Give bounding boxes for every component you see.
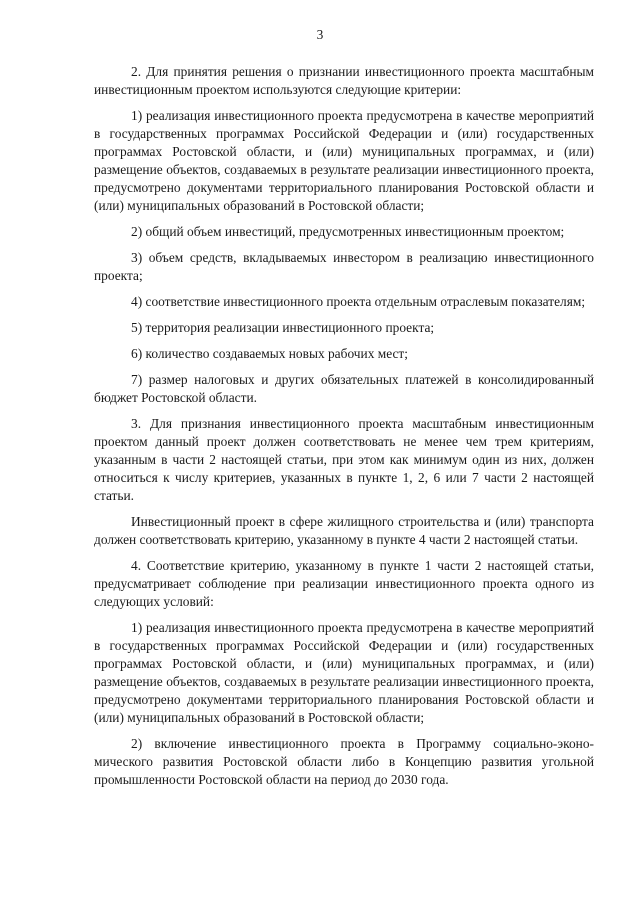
page-number: 3 xyxy=(316,27,324,42)
paragraph-4-intro: 4. Соответствие критерию, указанному в пункте 1 части 2 настоящей статьи, предусматривает соблюдение при реализации инвестиционного проекта одного из следующих условий: xyxy=(94,558,594,609)
criterion-6: 6) количество создаваемых новых рабочих мест; xyxy=(131,346,408,361)
criterion-5: 5) территория реализации инвестиционного проекта; xyxy=(131,320,435,335)
criterion-7: 7) размер налоговых и других обязательных платежей в консолидированный бюджет Ростовской области. xyxy=(94,372,594,405)
criterion-2: 2) общий объем инвестиций, предусмотренных инвестиционным проектом; xyxy=(131,224,565,239)
condition-2: 2) включение инвестиционного проекта в Программу социально-экономического развития Ростовской области либо в Концепцию развития угольной промышленности Ростовской области на период до 2030 года. xyxy=(94,736,594,787)
criterion-4: 4) соответствие инвестиционного проекта отдельным отраслевым показателям; xyxy=(131,294,586,309)
condition-1: 1) реализация инвестиционного проекта предусмотрена в качестве мероприятий в государственных программах Российской Федерации и (или) государственных программах Ростовской области, и (или) муниципальных программах, и (или) размещение объектов, создаваемых в результате реализации инвестиционного проекта, предусмотрено документами территориального планирования Ростовской области и (или) муниципальных образований в Ростовской области; xyxy=(94,620,594,725)
paragraph-housing-transport: Инвестиционный проект в сфере жилищного строительства и (или) транспорта должен соответствовать критерию, указанному в пункте 4 части 2 настоящей статьи. xyxy=(94,514,594,547)
paragraph-3: 3. Для признания инвестиционного проекта масштабным инвестиционным проектом данный проект должен соответствовать не менее чем трем критериям, указанным в части 2 настоящей статьи, при этом как минимум один из них, должен относиться к числу критериев, указанных в пункте 1, 2, 6 или 7 части 2 настоящей статьи. xyxy=(94,416,594,503)
document-body xyxy=(94,63,594,797)
criterion-3: 3) объем средств, вкладываемых инвестором в реализацию инвестиционного проекта; xyxy=(94,250,594,283)
criterion-1: 1) реализация инвестиционного проекта предусмотрена в качестве мероприятий в государственных программах Российской Федерации и (или) государственных программах Ростовской области, и (или) муниципальных программах, и (или) размещение объектов, создаваемых в результате реализации инвестиционного проекта, предусмотрено документами территориального планирования Ростовской области и (или) муниципальных образований в Ростовской области; xyxy=(94,108,594,213)
paragraph-2-intro: 2. Для принятия решения о признании инвестиционного проекта масштабным инвестиционным проектом используются следующие критерии: xyxy=(94,64,594,97)
